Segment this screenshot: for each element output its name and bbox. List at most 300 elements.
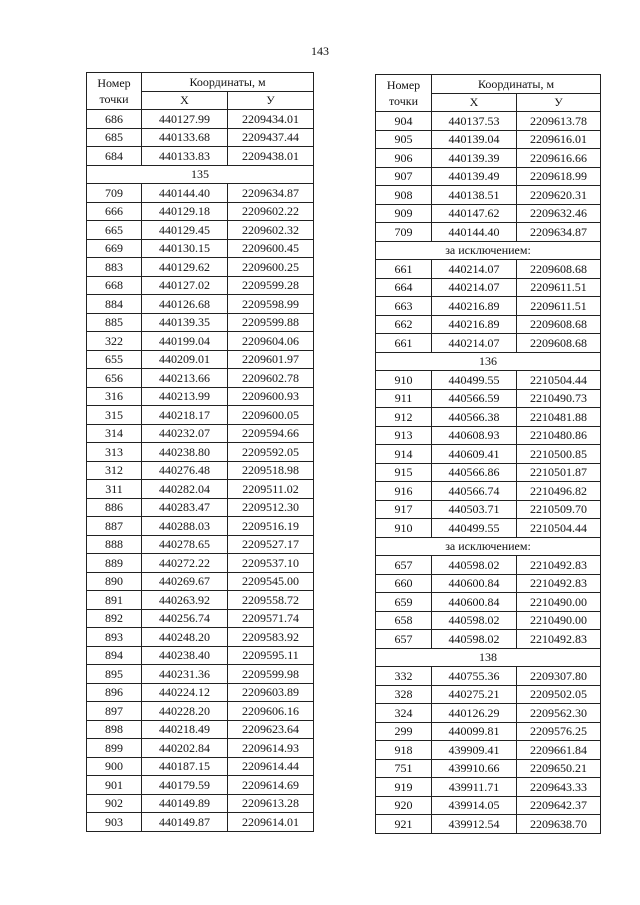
table-row	[376, 815, 601, 834]
point-number-cell: 311	[87, 480, 142, 499]
table-row	[87, 258, 314, 277]
point-number-cell: 906	[376, 149, 432, 168]
table-row	[87, 128, 314, 147]
x-coordinate-cell: 440214.07	[432, 278, 517, 297]
point-number-cell: 685	[87, 128, 142, 147]
x-coordinate-cell: 440228.20	[142, 702, 228, 721]
point-number-cell: 662	[376, 315, 432, 334]
point-number-cell: 899	[87, 739, 142, 758]
table-row	[376, 408, 601, 427]
x-coordinate-cell: 440187.15	[142, 757, 228, 776]
table-row	[87, 628, 314, 647]
table-row	[87, 646, 314, 665]
y-coordinate-cell: 2210504.44	[517, 371, 601, 390]
y-coordinate-cell: 2210481.88	[517, 408, 601, 427]
x-coordinate-cell: 440272.22	[142, 554, 228, 573]
x-coordinate-cell: 440202.84	[142, 739, 228, 758]
x-coordinate-cell: 440238.40	[142, 646, 228, 665]
y-coordinate-cell: 2209614.93	[228, 739, 314, 758]
x-coordinate-cell: 440214.07	[432, 260, 517, 279]
x-coordinate-cell: 440199.04	[142, 332, 228, 351]
y-coordinate-cell: 2209614.01	[228, 813, 314, 832]
x-coordinate-cell: 440503.71	[432, 500, 517, 519]
x-coordinate-cell: 440216.89	[432, 297, 517, 316]
y-coordinate-cell: 2210492.83	[517, 630, 601, 649]
y-coordinate-cell: 2209434.01	[228, 110, 314, 129]
point-number-cell: 907	[376, 167, 432, 186]
table-row	[376, 260, 601, 279]
table-row	[87, 739, 314, 758]
point-number-cell: 314	[87, 424, 142, 443]
table-row	[376, 500, 601, 519]
x-column-header: X	[142, 91, 228, 110]
x-coordinate-cell: 440600.84	[432, 574, 517, 593]
table-row	[87, 461, 314, 480]
y-coordinate-cell: 2209616.01	[517, 130, 601, 149]
point-number-cell: 921	[376, 815, 432, 834]
y-coordinate-cell: 2209562.30	[517, 704, 601, 723]
y-coordinate-cell: 2209642.37	[517, 796, 601, 815]
coordinates-header: Координаты, м	[142, 73, 314, 92]
y-coordinate-cell: 2209600.93	[228, 387, 314, 406]
table-row	[87, 110, 314, 129]
table-row	[376, 371, 601, 390]
x-coordinate-cell: 440144.40	[432, 223, 517, 242]
x-coordinate-cell: 440288.03	[142, 517, 228, 536]
table-row	[87, 776, 314, 795]
point-number-cell: 684	[87, 147, 142, 166]
table-row	[376, 334, 601, 353]
point-number-cell: 901	[87, 776, 142, 795]
y-coordinate-cell: 2209545.00	[228, 572, 314, 591]
x-coordinate-cell: 440282.04	[142, 480, 228, 499]
point-number-cell: 914	[376, 445, 432, 464]
page-number: 143	[311, 44, 329, 58]
table-row	[87, 554, 314, 573]
point-number-cell: 917	[376, 500, 432, 519]
point-number-cell: 884	[87, 295, 142, 314]
y-coordinate-cell: 2209598.99	[228, 295, 314, 314]
table-row	[87, 609, 314, 628]
point-number-cell: 656	[87, 369, 142, 388]
point-number-header: Номер точки	[87, 73, 142, 110]
x-coordinate-cell: 440209.01	[142, 350, 228, 369]
point-number-cell: 659	[376, 593, 432, 612]
point-number-cell: 915	[376, 463, 432, 482]
table-row	[376, 556, 601, 575]
y-column-header: У	[228, 91, 314, 110]
x-coordinate-cell: 440598.02	[432, 630, 517, 649]
table-row	[376, 778, 601, 797]
y-coordinate-cell: 2210509.70	[517, 500, 601, 519]
x-coordinate-cell: 440129.62	[142, 258, 228, 277]
y-coordinate-cell: 2209608.68	[517, 260, 601, 279]
point-number-cell: 897	[87, 702, 142, 721]
y-coordinate-cell: 2209611.51	[517, 297, 601, 316]
section-row	[376, 537, 601, 556]
y-coordinate-cell: 2209600.25	[228, 258, 314, 277]
point-number-cell: 903	[87, 813, 142, 832]
table-row	[376, 482, 601, 501]
y-coordinate-cell: 2210496.82	[517, 482, 601, 501]
y-coordinate-cell: 2209620.31	[517, 186, 601, 205]
table-row	[376, 685, 601, 704]
point-number-cell: 919	[376, 778, 432, 797]
point-number-cell: 657	[376, 630, 432, 649]
point-number-cell: 895	[87, 665, 142, 684]
table-row	[376, 167, 601, 186]
table-row	[87, 295, 314, 314]
y-coordinate-cell: 2209516.19	[228, 517, 314, 536]
y-coordinate-cell: 2209608.68	[517, 315, 601, 334]
y-coordinate-cell: 2209600.45	[228, 239, 314, 258]
x-coordinate-cell: 440499.55	[432, 371, 517, 390]
x-coordinate-cell: 440608.93	[432, 426, 517, 445]
point-number-cell: 751	[376, 759, 432, 778]
x-coordinate-cell: 440129.18	[142, 202, 228, 221]
point-number-cell: 902	[87, 794, 142, 813]
y-coordinate-cell: 2209437.44	[228, 128, 314, 147]
x-coordinate-cell: 439911.71	[432, 778, 517, 797]
point-number-cell: 299	[376, 722, 432, 741]
x-coordinate-cell: 440248.20	[142, 628, 228, 647]
point-number-cell: 905	[376, 130, 432, 149]
table-row	[87, 424, 314, 443]
y-coordinate-cell: 2209594.66	[228, 424, 314, 443]
table-row	[87, 572, 314, 591]
table-row	[87, 276, 314, 295]
table-row	[87, 387, 314, 406]
point-number-cell: 892	[87, 609, 142, 628]
x-coordinate-cell: 440566.59	[432, 389, 517, 408]
x-coordinate-cell: 440598.02	[432, 556, 517, 575]
y-coordinate-cell: 2209634.87	[517, 223, 601, 242]
point-number-cell: 883	[87, 258, 142, 277]
y-coordinate-cell: 2209599.98	[228, 665, 314, 684]
table-row	[376, 149, 601, 168]
table-body	[87, 110, 314, 832]
table-row	[376, 112, 601, 131]
table-row	[376, 186, 601, 205]
x-coordinate-cell: 440263.92	[142, 591, 228, 610]
y-coordinate-cell: 2210490.00	[517, 611, 601, 630]
x-coordinate-cell: 440276.48	[142, 461, 228, 480]
y-coordinate-cell: 2209602.78	[228, 369, 314, 388]
x-coordinate-cell: 440133.83	[142, 147, 228, 166]
x-coordinate-cell: 440283.47	[142, 498, 228, 517]
x-coordinate-cell: 440499.55	[432, 519, 517, 538]
x-coordinate-cell: 440139.39	[432, 149, 517, 168]
x-coordinate-cell: 440269.67	[142, 572, 228, 591]
y-column-header: У	[517, 93, 601, 112]
x-coordinate-cell: 440231.36	[142, 665, 228, 684]
point-number-cell: 332	[376, 667, 432, 686]
x-coordinate-cell: 440566.38	[432, 408, 517, 427]
table-row	[87, 239, 314, 258]
y-coordinate-cell: 2209614.69	[228, 776, 314, 795]
point-number-cell: 661	[376, 260, 432, 279]
y-coordinate-cell: 2209608.68	[517, 334, 601, 353]
point-number-cell: 322	[87, 332, 142, 351]
point-number-cell: 657	[376, 556, 432, 575]
y-coordinate-cell: 2209307.80	[517, 667, 601, 686]
table-row	[87, 202, 314, 221]
table-row	[87, 720, 314, 739]
y-coordinate-cell: 2209611.51	[517, 278, 601, 297]
x-coordinate-cell: 440133.68	[142, 128, 228, 147]
point-number-cell: 918	[376, 741, 432, 760]
x-coordinate-cell: 440214.07	[432, 334, 517, 353]
table-row	[376, 796, 601, 815]
y-coordinate-cell: 2209623.64	[228, 720, 314, 739]
x-coordinate-cell: 440126.68	[142, 295, 228, 314]
table-row	[87, 350, 314, 369]
x-coordinate-cell: 440149.87	[142, 813, 228, 832]
point-number-cell: 658	[376, 611, 432, 630]
point-number-header: Номер точки	[376, 75, 432, 112]
y-coordinate-cell: 2209558.72	[228, 591, 314, 610]
y-coordinate-cell: 2210490.73	[517, 389, 601, 408]
x-coordinate-cell: 439914.05	[432, 796, 517, 815]
table-row	[376, 611, 601, 630]
point-number-cell: 900	[87, 757, 142, 776]
table-row	[376, 741, 601, 760]
y-coordinate-cell: 2209600.05	[228, 406, 314, 425]
x-coordinate-cell: 440232.07	[142, 424, 228, 443]
table-row	[376, 389, 601, 408]
table-row	[87, 517, 314, 536]
table-row	[87, 757, 314, 776]
x-coordinate-cell: 440138.51	[432, 186, 517, 205]
table-row	[376, 463, 601, 482]
point-number-cell: 910	[376, 519, 432, 538]
table-row	[87, 184, 314, 203]
y-coordinate-cell: 2209613.28	[228, 794, 314, 813]
y-coordinate-cell: 2209606.16	[228, 702, 314, 721]
table-row	[87, 221, 314, 240]
x-coordinate-cell: 440213.66	[142, 369, 228, 388]
point-number-cell: 890	[87, 572, 142, 591]
x-coordinate-cell: 440218.17	[142, 406, 228, 425]
x-coordinate-cell: 440566.74	[432, 482, 517, 501]
x-coordinate-cell: 439910.66	[432, 759, 517, 778]
section-label: 135	[87, 165, 314, 184]
point-number-cell: 666	[87, 202, 142, 221]
point-number-cell: 893	[87, 628, 142, 647]
coordinates-table-right	[375, 74, 601, 834]
y-coordinate-cell: 2209661.84	[517, 741, 601, 760]
table-row	[87, 702, 314, 721]
table-row	[376, 315, 601, 334]
y-coordinate-cell: 2209592.05	[228, 443, 314, 462]
table-row	[87, 794, 314, 813]
y-coordinate-cell: 2210500.85	[517, 445, 601, 464]
section-row	[376, 648, 601, 667]
y-coordinate-cell: 2209595.11	[228, 646, 314, 665]
y-coordinate-cell: 2210492.83	[517, 574, 601, 593]
table-row	[87, 313, 314, 332]
y-coordinate-cell: 2209618.99	[517, 167, 601, 186]
x-coordinate-cell: 440213.99	[142, 387, 228, 406]
y-coordinate-cell: 2209602.32	[228, 221, 314, 240]
x-coordinate-cell: 440099.81	[432, 722, 517, 741]
x-coordinate-cell: 440566.86	[432, 463, 517, 482]
point-number-cell: 669	[87, 239, 142, 258]
point-number-cell: 916	[376, 482, 432, 501]
table-row	[376, 630, 601, 649]
y-coordinate-cell: 2209527.17	[228, 535, 314, 554]
x-coordinate-cell: 440256.74	[142, 609, 228, 628]
table-row	[87, 813, 314, 832]
point-number-cell: 910	[376, 371, 432, 390]
point-number-cell: 885	[87, 313, 142, 332]
point-number-cell: 312	[87, 461, 142, 480]
point-number-cell: 896	[87, 683, 142, 702]
point-number-cell: 908	[376, 186, 432, 205]
point-number-cell: 655	[87, 350, 142, 369]
point-number-cell: 891	[87, 591, 142, 610]
table-row	[376, 204, 601, 223]
y-coordinate-cell: 2210501.87	[517, 463, 601, 482]
point-number-cell: 316	[87, 387, 142, 406]
section-label: за исключением:	[376, 537, 601, 556]
x-coordinate-cell: 440755.36	[432, 667, 517, 686]
x-coordinate-cell: 440238.80	[142, 443, 228, 462]
x-coordinate-cell: 440224.12	[142, 683, 228, 702]
point-number-cell: 709	[87, 184, 142, 203]
section-row	[376, 241, 601, 260]
section-label: за исключением:	[376, 241, 601, 260]
x-coordinate-cell: 440278.65	[142, 535, 228, 554]
point-number-cell: 661	[376, 334, 432, 353]
table-row	[87, 683, 314, 702]
x-coordinate-cell: 440127.02	[142, 276, 228, 295]
y-coordinate-cell: 2209601.97	[228, 350, 314, 369]
y-coordinate-cell: 2209583.92	[228, 628, 314, 647]
x-coordinate-cell: 440598.02	[432, 611, 517, 630]
y-coordinate-cell: 2209604.06	[228, 332, 314, 351]
table-row	[376, 667, 601, 686]
y-coordinate-cell: 2209603.89	[228, 683, 314, 702]
point-number-cell: 889	[87, 554, 142, 573]
table-row	[376, 593, 601, 612]
y-coordinate-cell: 2209502.05	[517, 685, 601, 704]
y-coordinate-cell: 2209602.22	[228, 202, 314, 221]
point-number-cell: 911	[376, 389, 432, 408]
point-number-cell: 686	[87, 110, 142, 129]
y-coordinate-cell: 2209599.28	[228, 276, 314, 295]
y-coordinate-cell: 2209632.46	[517, 204, 601, 223]
table-row	[376, 722, 601, 741]
section-label: 138	[376, 648, 601, 667]
y-coordinate-cell: 2209634.87	[228, 184, 314, 203]
section-row	[376, 352, 601, 371]
table-row	[376, 445, 601, 464]
x-coordinate-cell: 440600.84	[432, 593, 517, 612]
table-row	[376, 574, 601, 593]
y-coordinate-cell: 2209576.25	[517, 722, 601, 741]
x-coordinate-cell: 440127.99	[142, 110, 228, 129]
point-number-cell: 328	[376, 685, 432, 704]
point-number-cell: 912	[376, 408, 432, 427]
point-number-cell: 315	[87, 406, 142, 425]
y-coordinate-cell: 2209616.66	[517, 149, 601, 168]
point-number-cell: 904	[376, 112, 432, 131]
table-row	[87, 665, 314, 684]
x-coordinate-cell: 440147.62	[432, 204, 517, 223]
table-row	[87, 369, 314, 388]
table-row	[376, 426, 601, 445]
x-coordinate-cell: 440137.53	[432, 112, 517, 131]
table-row	[87, 480, 314, 499]
point-number-cell: 663	[376, 297, 432, 316]
y-coordinate-cell: 2210490.00	[517, 593, 601, 612]
x-coordinate-cell: 440126.29	[432, 704, 517, 723]
y-coordinate-cell: 2209613.78	[517, 112, 601, 131]
x-coordinate-cell: 440179.59	[142, 776, 228, 795]
y-coordinate-cell: 2209438.01	[228, 147, 314, 166]
x-coordinate-cell: 440149.89	[142, 794, 228, 813]
y-coordinate-cell: 2209643.33	[517, 778, 601, 797]
table-row	[87, 147, 314, 166]
y-coordinate-cell: 2210492.83	[517, 556, 601, 575]
table-row	[87, 443, 314, 462]
point-number-cell: 888	[87, 535, 142, 554]
y-coordinate-cell: 2209512.30	[228, 498, 314, 517]
coordinates-header: Координаты, м	[432, 75, 601, 94]
point-number-cell: 894	[87, 646, 142, 665]
table-row	[87, 535, 314, 554]
y-coordinate-cell: 2209599.88	[228, 313, 314, 332]
y-coordinate-cell: 2209511.02	[228, 480, 314, 499]
point-number-cell: 909	[376, 204, 432, 223]
x-coordinate-cell: 440609.41	[432, 445, 517, 464]
table-row	[376, 704, 601, 723]
point-number-cell: 664	[376, 278, 432, 297]
section-row	[87, 165, 314, 184]
point-number-cell: 887	[87, 517, 142, 536]
table-row	[376, 278, 601, 297]
point-number-cell: 898	[87, 720, 142, 739]
y-coordinate-cell: 2209614.44	[228, 757, 314, 776]
section-label: 136	[376, 352, 601, 371]
table-row	[87, 591, 314, 610]
y-coordinate-cell: 2209537.10	[228, 554, 314, 573]
table-row	[87, 332, 314, 351]
x-coordinate-cell: 440144.40	[142, 184, 228, 203]
point-number-cell: 920	[376, 796, 432, 815]
y-coordinate-cell: 2209571.74	[228, 609, 314, 628]
x-coordinate-cell: 440139.35	[142, 313, 228, 332]
coordinates-table-left	[86, 72, 314, 832]
y-coordinate-cell: 2210480.86	[517, 426, 601, 445]
table-row	[376, 519, 601, 538]
x-coordinate-cell: 440129.45	[142, 221, 228, 240]
y-coordinate-cell: 2209650.21	[517, 759, 601, 778]
x-coordinate-cell: 440218.49	[142, 720, 228, 739]
x-coordinate-cell: 440139.49	[432, 167, 517, 186]
point-number-cell: 665	[87, 221, 142, 240]
y-coordinate-cell: 2210504.44	[517, 519, 601, 538]
x-coordinate-cell: 439909.41	[432, 741, 517, 760]
table-row	[376, 130, 601, 149]
table-row	[376, 223, 601, 242]
point-number-cell: 886	[87, 498, 142, 517]
point-number-cell: 709	[376, 223, 432, 242]
x-coordinate-cell: 440216.89	[432, 315, 517, 334]
table-row	[87, 406, 314, 425]
x-coordinate-cell: 439912.54	[432, 815, 517, 834]
